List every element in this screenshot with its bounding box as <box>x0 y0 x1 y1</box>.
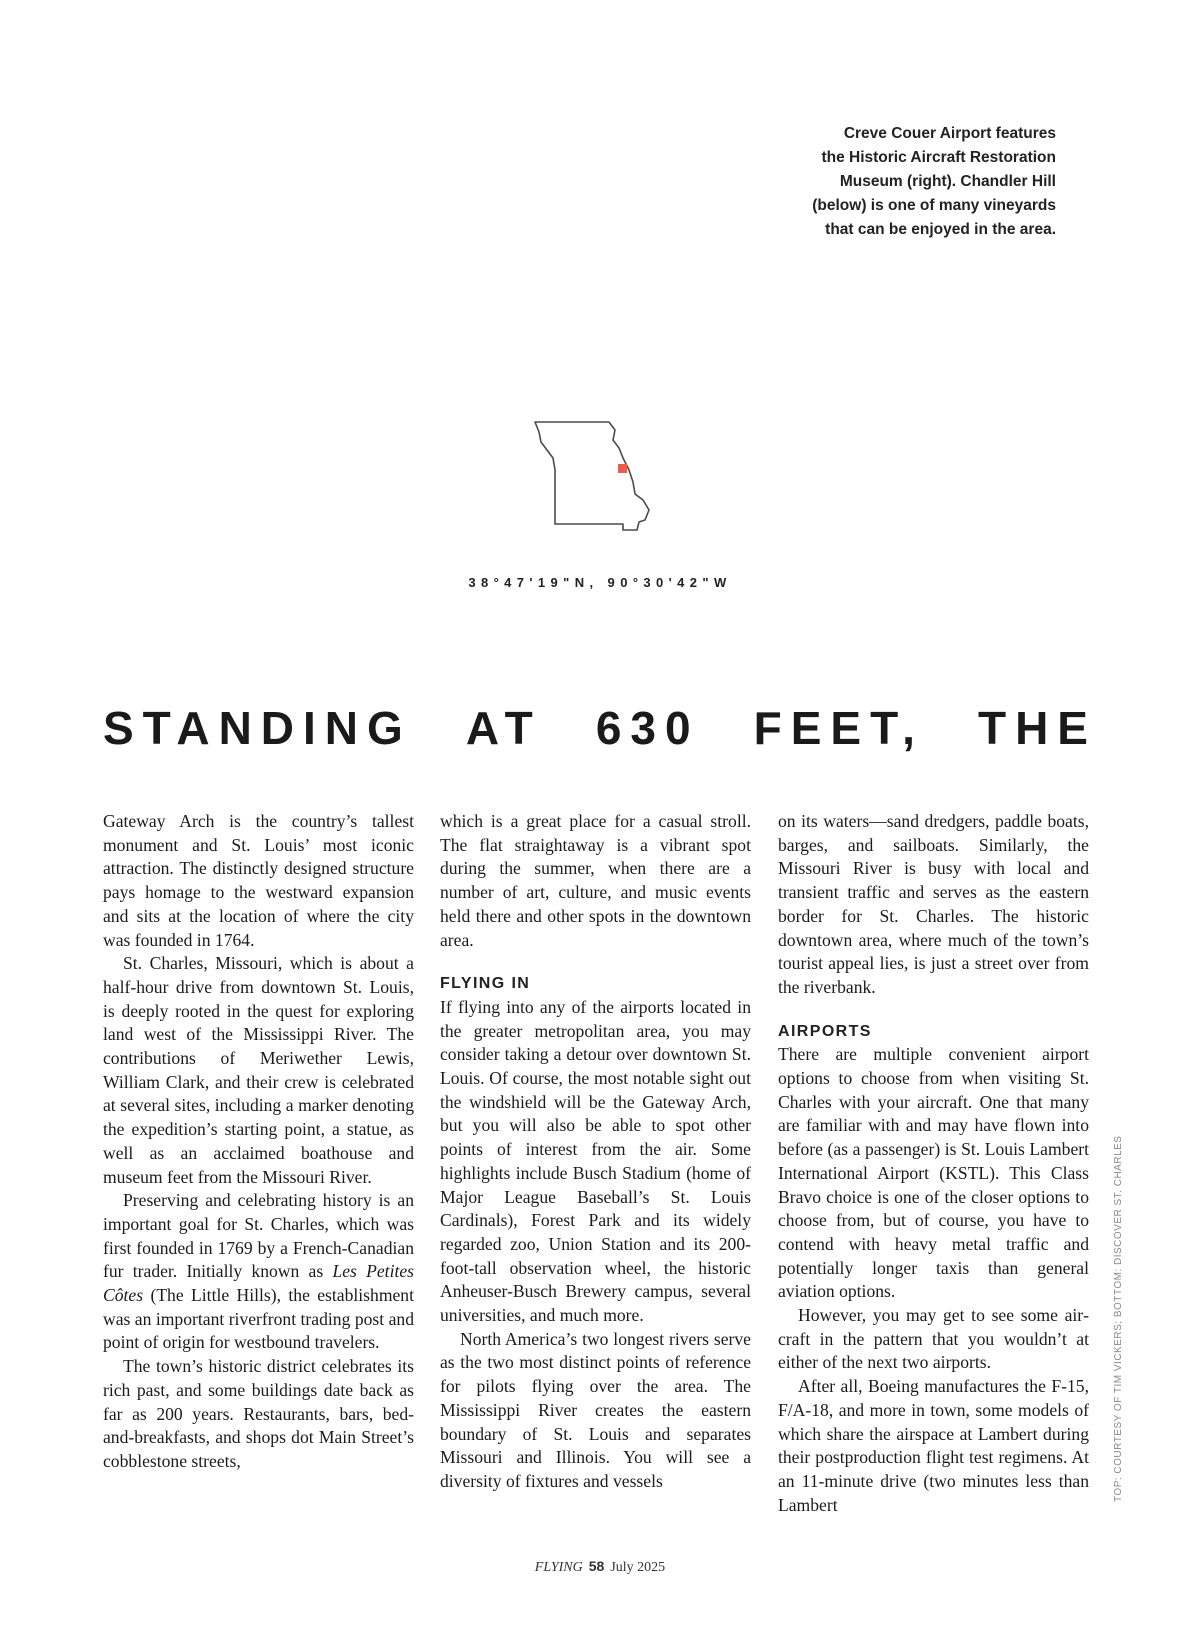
paragraph-text: (The Little Hills), the establishment was an important riverfront trading post and point of origin for westbound travelers. <box>103 1285 414 1353</box>
paragraph: After all, Boeing manufactures the F-15, F/A-18, and more in town, some models of which share the airspace at Lambert during their postproduction flight test regimens. At an 11-minute drive (two minutes less than Lambert <box>778 1376 1089 1515</box>
paragraph: North America’s two longest rivers serve as the two most distinct points of reference for pilots flying over the area. The Mississippi River creates the eastern boundary of St. Louis and separates Missouri and Illinois. You will see a diversity of fixtures and vessels <box>440 1328 751 1491</box>
paragraph: If flying into any of the airports located in the greater metropolitan area, you may consider taking a detour over downtown St. Louis. Of course, the most notable sight out the windshield will be the Gateway Arch, but you will also be able to spot other points of interest from the air. Some highlights include Busch Stadium (home of Major League Baseball’s St. Louis Cardinals), Forest Park and its widely regarded zoo, Union Station and its 200-foot-tall observation wheel, the historic Anheuser-Busch Brewery campus, several universities, and much more. <box>440 996 751 1326</box>
photo-caption <box>786 122 1056 242</box>
paragraph: St. Charles, Missouri, which is about a half-hour drive from downtown St. Louis, is deeply rooted in the quest for exploring land west of the Mississippi River. The contributions of Meriwether Lewis, William Clark, and their crew is celebrated at several sites, including a marker denoting the expedition’s starting point, a statue, as well as an acclaimed boathouse and museum feet from the Missouri River. <box>103 953 414 1187</box>
caption-line: that can be enjoyed in the area. <box>825 221 1056 238</box>
headline-word: THE <box>977 702 1097 754</box>
caption-line: (below) is one of many vineyards <box>812 197 1056 214</box>
coordinates: 38°47'19"N, 90°30'42"W <box>468 575 732 590</box>
page-number: 58 <box>588 1558 605 1574</box>
body-column-1 <box>103 810 414 1474</box>
paragraph: which is a great place for a casual stroll. The flat straightaway is a vibrant spot during the summer, when there are a number of art, culture, and music events held there and other spots in the downtown area. <box>440 811 751 950</box>
paragraph: There are multiple convenient airport options to choose from when visiting St. Charles with your aircraft. One that many are familiar with and may have flown into before (as a passenger) is St. Louis Lambert International Airport (KSTL). This Class Bravo choice is one of the closer options to choose from, but of course, you have to contend with heavy metal traffic and potentially longer taxis than general aviation options. <box>778 1044 1089 1302</box>
italic-name: Les Petites Côtes <box>103 1261 414 1306</box>
paragraph: However, you may get to see some aircraft in the pattern that you wouldn’t at either of the next two airports. <box>778 1305 1089 1373</box>
issue-date: July 2025 <box>610 1560 666 1575</box>
paragraph: on its waters—sand dredgers, paddle boats, barges, and sailboats. Similarly, the Missouri River is busy with local and transient traffic and serves as the eastern border for St. Charles. The historic downtown area, where much of the town’s tourist appeal lies, is just a street over from the riverbank. <box>778 811 1089 997</box>
headline <box>103 700 1097 756</box>
location-marker <box>618 464 627 473</box>
paragraph: Gateway Arch is the country’s tallest monument and St. Louis’ most iconic attraction. The distinctly designed structure pays homage to the westward expansion and sits at the location of where the city was founded in 1764. <box>103 811 414 950</box>
caption-line: Creve Couer Airport features <box>843 125 1056 142</box>
headline-word: FEET, <box>753 702 924 754</box>
body-column-3 <box>778 810 1089 1517</box>
caption-line: Museum (right). Chandler Hill <box>839 173 1056 190</box>
photo-credit: TOP: COURTESY OF TIM VICKERS; BOTTOM: DISCOVER ST. CHARLES <box>1113 1135 1124 1502</box>
missouri-state-map-icon <box>533 420 663 536</box>
section-heading: AIRPORTS <box>778 1022 872 1040</box>
paragraph <box>103 1189 414 1355</box>
headline-word: AT <box>465 702 542 754</box>
headline-word: 630 <box>595 702 700 754</box>
magazine-name: FLYING <box>534 1560 583 1575</box>
headline-word: STANDING <box>103 702 412 754</box>
body-column-2 <box>440 810 751 1494</box>
missouri-outline <box>535 422 649 530</box>
caption-line: the Historic Aircraft Restoration <box>821 149 1056 166</box>
paragraph-text: Preserving and celebrating history is an important goal for St. Charles, which was first founded in 1769 by a French-Canadian fur trader. Initially known as <box>103 1190 414 1282</box>
section-heading: FLYING IN <box>440 975 531 993</box>
paragraph: The town’s historic district celebrates its rich past, and some buildings date back as far as 200 years. Restaurants, bars, bed-and-breakfasts, and shops dot Main Street’s cobblestone streets, <box>103 1356 414 1471</box>
page-footer <box>0 1558 1200 1576</box>
